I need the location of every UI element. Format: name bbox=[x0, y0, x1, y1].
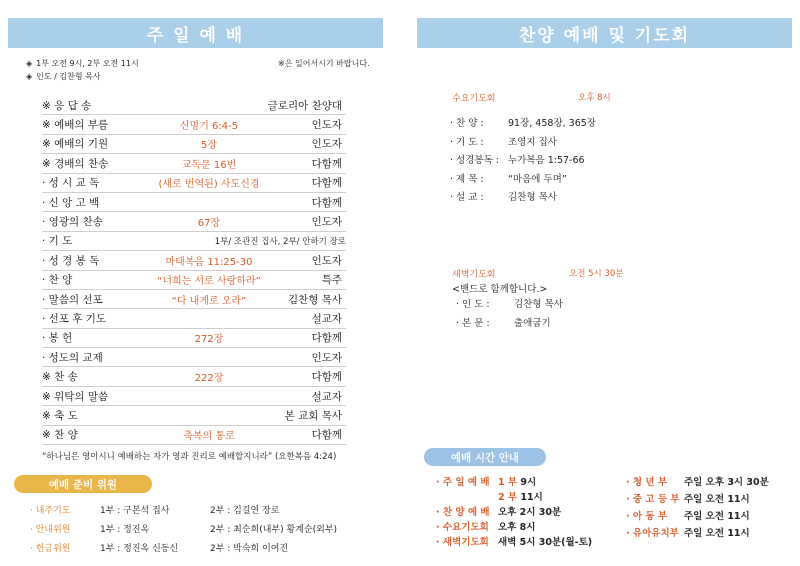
order-item-leader: 인도자 bbox=[311, 138, 342, 151]
order-item-name: · 봉 헌 bbox=[42, 332, 73, 345]
schedule-time bbox=[498, 504, 561, 518]
detail-value: 출애굽기 bbox=[514, 317, 551, 329]
sunday-service-banner: 주 일 예 배 bbox=[8, 18, 383, 48]
order-row bbox=[42, 135, 346, 154]
worship-order-list bbox=[42, 96, 346, 445]
order-item-leader: 다함께 bbox=[311, 371, 342, 384]
order-item-detail: 교독문 16번 bbox=[181, 159, 237, 171]
order-item-name: · 찬 양 bbox=[42, 274, 73, 287]
detail-label: · 본 문 : bbox=[456, 317, 490, 329]
order-item-leader: 글로리아 찬양대 bbox=[267, 99, 342, 112]
staff-role: · 안내위원 bbox=[30, 525, 71, 535]
order-item-name: ※ 찬 송 bbox=[42, 371, 78, 384]
order-row bbox=[42, 96, 346, 115]
order-item-leader: 인도자 bbox=[311, 119, 342, 132]
order-row bbox=[42, 426, 346, 445]
order-row bbox=[42, 290, 346, 309]
order-item-leader: 설교자 bbox=[311, 312, 342, 325]
order-item-name: · 말씀의 선포 bbox=[42, 293, 103, 306]
order-item-leader: 특주 bbox=[321, 274, 342, 287]
preacher-text: 인도 / 김찬형 목사 bbox=[36, 72, 101, 81]
order-row bbox=[42, 154, 346, 173]
order-row bbox=[42, 212, 346, 231]
order-item-name: ※ 응 답 송 bbox=[42, 99, 92, 112]
order-item-detail: 마태복음 11:25-30 bbox=[165, 256, 253, 268]
dawn-prayer-title: 새벽기도회 bbox=[452, 270, 496, 280]
order-item-name: ※ 찬 양 bbox=[42, 429, 78, 442]
schedule-time-value: 오후 8시 bbox=[498, 522, 536, 533]
staff-first-service: 1부 : 정진옥 bbox=[100, 525, 150, 535]
detail-value: 누가복음 1:57-66 bbox=[508, 155, 585, 167]
preacher-line bbox=[26, 71, 101, 82]
order-item-leader: 인도자 bbox=[311, 351, 342, 364]
staff-second-service: 2부 : 박숙희 이여진 bbox=[210, 544, 289, 554]
order-item-name: · 성 경 봉 독 bbox=[42, 254, 100, 267]
schedule-department: · 유아유치부 bbox=[626, 528, 679, 539]
schedule-department: · 중 고 등 부 bbox=[626, 494, 680, 505]
detail-row bbox=[450, 187, 596, 206]
diamond-icon: ◈ bbox=[26, 72, 33, 81]
dawn-prayer-time: 오전 5시 30분 bbox=[569, 269, 624, 279]
schedule-time: 주일 오전 11시 bbox=[684, 511, 750, 522]
detail-row bbox=[450, 150, 596, 169]
order-item-detail: (새로 번역된) 사도신경 bbox=[158, 179, 260, 191]
stand-note: ※은 일어서시기 바랍니다. bbox=[278, 59, 370, 68]
order-item-detail: “다 내게로 오라” bbox=[171, 295, 247, 307]
praise-prayer-banner: 찬양 예배 및 기도회 bbox=[417, 18, 792, 48]
order-row bbox=[42, 406, 346, 425]
order-item-leader: 다함께 bbox=[311, 429, 342, 442]
order-item-leader: 다함께 bbox=[311, 157, 342, 170]
order-row bbox=[42, 309, 346, 328]
order-item-leader: 설교자 bbox=[311, 390, 342, 403]
schedule-header: 예배 시간 안내 bbox=[424, 448, 546, 466]
schedule-service: · 수요기도회 bbox=[436, 522, 489, 533]
band-note: <밴드로 함께합니다.> bbox=[452, 284, 548, 295]
order-item-name: · 성도의 교제 bbox=[42, 351, 103, 364]
order-item-name: ※ 경배의 찬송 bbox=[42, 157, 109, 170]
staff-role: · 헌금위원 bbox=[30, 544, 71, 554]
order-item-name: · 영광의 찬송 bbox=[42, 216, 103, 229]
order-item-leader: 다함께 bbox=[311, 177, 342, 190]
order-row bbox=[42, 387, 346, 406]
detail-row bbox=[450, 169, 596, 188]
order-item-name: ※ 예배의 기원 bbox=[42, 138, 109, 151]
schedule-department: · 청 년 부 bbox=[626, 477, 668, 488]
order-item-detail: 5장 bbox=[200, 140, 218, 152]
schedule-part: 1 부 bbox=[498, 477, 518, 488]
prep-committee-header: 예배 준비 위원 bbox=[14, 475, 152, 493]
order-item-leader: 인도자 bbox=[311, 216, 342, 229]
staff-role: · 내주기도 bbox=[30, 506, 71, 516]
order-row bbox=[42, 348, 346, 367]
order-item-detail: 신명기 6:4-5 bbox=[179, 121, 239, 133]
order-item-name: · 신 앙 고 백 bbox=[42, 196, 100, 209]
schedule-service: · 주 일 예 배 bbox=[436, 477, 490, 488]
diamond-icon: ◈ bbox=[26, 59, 33, 68]
order-item-detail: 축복의 통로 bbox=[183, 431, 235, 443]
order-item-name: · 기 도 bbox=[42, 235, 73, 248]
detail-row bbox=[450, 113, 596, 132]
wednesday-prayer-title: 수요기도회 bbox=[452, 94, 496, 104]
order-item-name: ※ 축 도 bbox=[42, 409, 78, 422]
detail-label: · 찬 양 : bbox=[450, 118, 484, 130]
order-item-name: · 성 시 교 독 bbox=[42, 177, 100, 190]
order-item-detail: 1부/ 조관진 집사, 2부/ 안하기 장로 bbox=[214, 236, 346, 247]
order-row bbox=[42, 329, 346, 348]
schedule-time-value: 오후 2시 30분 bbox=[498, 507, 562, 518]
schedule-time bbox=[498, 534, 592, 548]
staff-second-service: 2부 : 김길연 장로 bbox=[210, 506, 280, 516]
detail-value: 김찬형 목사 bbox=[514, 299, 563, 311]
order-row bbox=[42, 115, 346, 134]
staff-first-service: 1부 : 구본석 집사 bbox=[100, 506, 170, 516]
schedule-time-value: 11시 bbox=[520, 492, 543, 503]
order-item-leader: 다함께 bbox=[311, 196, 342, 209]
detail-value: 김찬형 목사 bbox=[508, 192, 557, 204]
detail-value: “마음에 두며” bbox=[508, 173, 567, 185]
schedule-time bbox=[498, 489, 543, 503]
schedule-time bbox=[498, 474, 536, 488]
order-item-detail: “너희는 서로 사랑하라” bbox=[157, 276, 261, 288]
detail-label: · 인 도 : bbox=[456, 299, 490, 311]
order-row bbox=[42, 193, 346, 212]
order-item-leader: 다함께 bbox=[311, 332, 342, 345]
schedule-department: · 아 동 부 bbox=[626, 511, 668, 522]
scripture-verse: “하나님은 영이시니 예배하는 자가 영과 진리로 예배할지니라” (요한복음 4:24) bbox=[42, 452, 337, 462]
order-row bbox=[42, 367, 346, 386]
order-item-detail: 222장 bbox=[194, 373, 224, 385]
detail-label: · 기 도 : bbox=[450, 136, 484, 148]
schedule-time: 주일 오전 11시 bbox=[684, 494, 750, 505]
order-item-name: ※ 위탁의 말씀 bbox=[42, 390, 109, 403]
service-times-text: 1부 오전 9시, 2부 오전 11시 bbox=[36, 59, 139, 68]
schedule-service: · 새벽기도회 bbox=[436, 537, 489, 548]
detail-row bbox=[456, 294, 563, 313]
order-item-name: ※ 예배의 부름 bbox=[42, 119, 109, 132]
detail-label: · 성경봉독 : bbox=[450, 155, 499, 167]
detail-value: 조영지 집사 bbox=[508, 136, 557, 148]
schedule-part: 2 부 bbox=[498, 492, 518, 503]
order-row bbox=[42, 251, 346, 270]
staff-first-service: 1부 : 정진옥 신동신 bbox=[100, 544, 179, 554]
detail-label: · 제 목 : bbox=[450, 173, 484, 185]
schedule-time: 주일 오전 11시 bbox=[684, 528, 750, 539]
order-item-detail: 67장 bbox=[197, 218, 221, 230]
dawn-prayer-details bbox=[456, 294, 563, 331]
schedule-time-value: 9시 bbox=[520, 477, 537, 488]
order-item-leader: 본 교회 목사 bbox=[284, 409, 342, 422]
detail-row bbox=[450, 132, 596, 151]
staff-second-service: 2부 : 최순희(내부) 황계순(외부) bbox=[210, 525, 338, 535]
order-row bbox=[42, 271, 346, 290]
service-times bbox=[26, 58, 139, 69]
order-item-detail: 272장 bbox=[194, 334, 224, 346]
schedule-time: 주일 오후 3시 30분 bbox=[684, 477, 769, 488]
order-row bbox=[42, 174, 346, 193]
order-item-name: · 선포 후 기도 bbox=[42, 312, 107, 325]
order-item-leader: 김찬형 목사 bbox=[287, 293, 342, 306]
schedule-time bbox=[498, 519, 535, 533]
detail-label: · 설 교 : bbox=[450, 192, 484, 204]
wednesday-prayer-details bbox=[450, 113, 596, 206]
wednesday-prayer-time: 오후 8시 bbox=[578, 93, 611, 103]
schedule-time-value: 새벽 5시 30분(월-토) bbox=[498, 537, 593, 548]
order-row bbox=[42, 232, 346, 251]
order-item-leader: 인도자 bbox=[311, 254, 342, 267]
detail-row bbox=[456, 313, 563, 332]
schedule-service: · 찬 양 예 배 bbox=[436, 507, 490, 518]
detail-value: 91장, 458장, 365장 bbox=[508, 118, 596, 130]
